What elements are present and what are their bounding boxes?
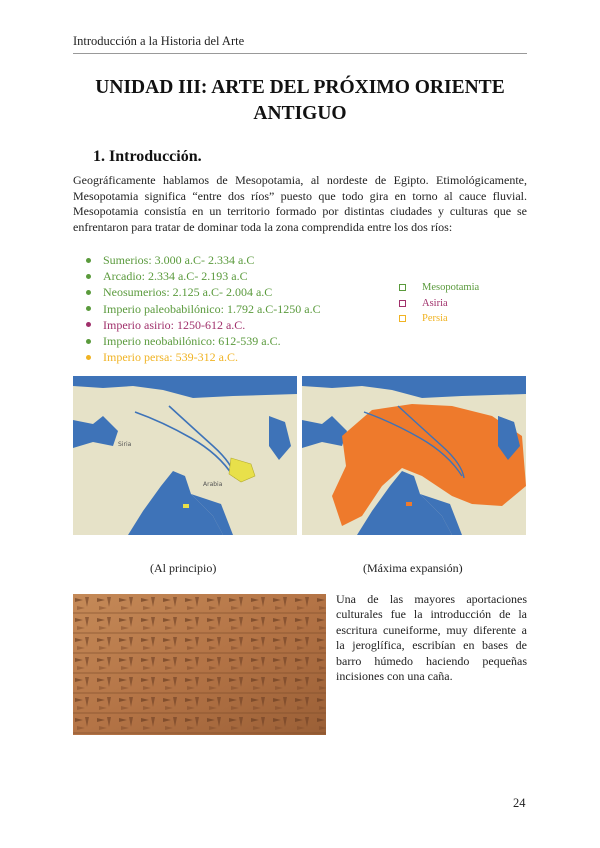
cuneiform-tablet-image	[73, 594, 326, 735]
period-item	[86, 349, 321, 365]
legend-label: Mesopotamia	[422, 282, 480, 293]
bullet-icon	[86, 322, 91, 327]
unit-title: UNIDAD III: ARTE DEL PRÓXIMO ORIENTE ANTIGUO	[95, 77, 505, 124]
map-caption-left: (Al principio)	[150, 561, 217, 575]
map-early-mesopotamia	[73, 376, 297, 535]
bullet-icon	[86, 274, 91, 279]
period-text: Neosumerios: 2.125 a.C- 2.004 a.C	[103, 285, 273, 300]
period-item	[86, 284, 321, 300]
intro-paragraph: Geográficamente hablamos de Mesopotamia, al nordeste de Egipto. Etimológicamente, Mesopotamia significa “entre dos ríos” puesto que todo gira en torno al cauce fluvial. Mesopotamia consistía en un territorio formado por distintas ciudades y culturas que se enfrentaron para tratar de dominar toda la zona comprendida entre los dos ríos:	[73, 173, 527, 234]
period-text: Imperio asirio: 1250-612 a.C.	[103, 317, 246, 332]
period-list	[86, 252, 321, 365]
legend-item	[399, 311, 479, 327]
page-number: 24	[513, 796, 526, 810]
period-item	[86, 301, 321, 317]
bullet-icon	[86, 306, 91, 311]
checkbox-square-icon	[399, 300, 406, 307]
period-item	[86, 333, 321, 349]
bullet-icon	[86, 258, 91, 263]
period-text: Arcadio: 2.334 a.C- 2.193 a.C	[103, 269, 248, 284]
header-divider	[73, 53, 527, 54]
map-maximum-expansion	[302, 376, 526, 535]
map-image	[302, 376, 526, 535]
period-text: Sumerios: 3.000 a.C- 2.334 a.C	[103, 253, 255, 267]
map-image	[73, 376, 297, 535]
svg-text:Siria: Siria	[118, 441, 132, 448]
section-heading: 1. Introducción.	[93, 148, 202, 165]
checkbox-square-icon	[399, 315, 406, 322]
map-caption-right: (Máxima expansión)	[363, 561, 463, 575]
running-header: Introducción a la Historia del Arte	[73, 34, 245, 48]
cuneiform-paragraph: Una de las mayores aportaciones culturales fue la introducción de la escritura cuneiforme, muy diferente a la jeroglífica, escribían en bases de barro húmedo haciendo pequeñas incisiones con una caña.	[336, 592, 527, 684]
legend-label: Persia	[422, 313, 448, 324]
map-legend	[399, 280, 479, 327]
svg-text:Arabia: Arabia	[203, 481, 223, 488]
period-text: Imperio neobabilónico: 612-539 a.C.	[103, 334, 281, 349]
cuneiform-photo	[73, 594, 326, 735]
bullet-icon	[86, 355, 91, 360]
period-text: Imperio persa: 539-312 a.C.	[103, 350, 238, 365]
legend-item	[399, 280, 479, 296]
bullet-icon	[86, 339, 91, 344]
legend-label: Asiria	[422, 297, 448, 309]
period-text: Imperio paleobabilónico: 1.792 a.C-1250 a.C	[103, 301, 321, 316]
period-item	[86, 317, 321, 333]
bullet-icon	[86, 290, 91, 295]
legend-item	[399, 296, 479, 312]
period-item	[86, 268, 321, 284]
checkbox-square-icon	[399, 284, 406, 291]
period-item	[86, 252, 321, 268]
